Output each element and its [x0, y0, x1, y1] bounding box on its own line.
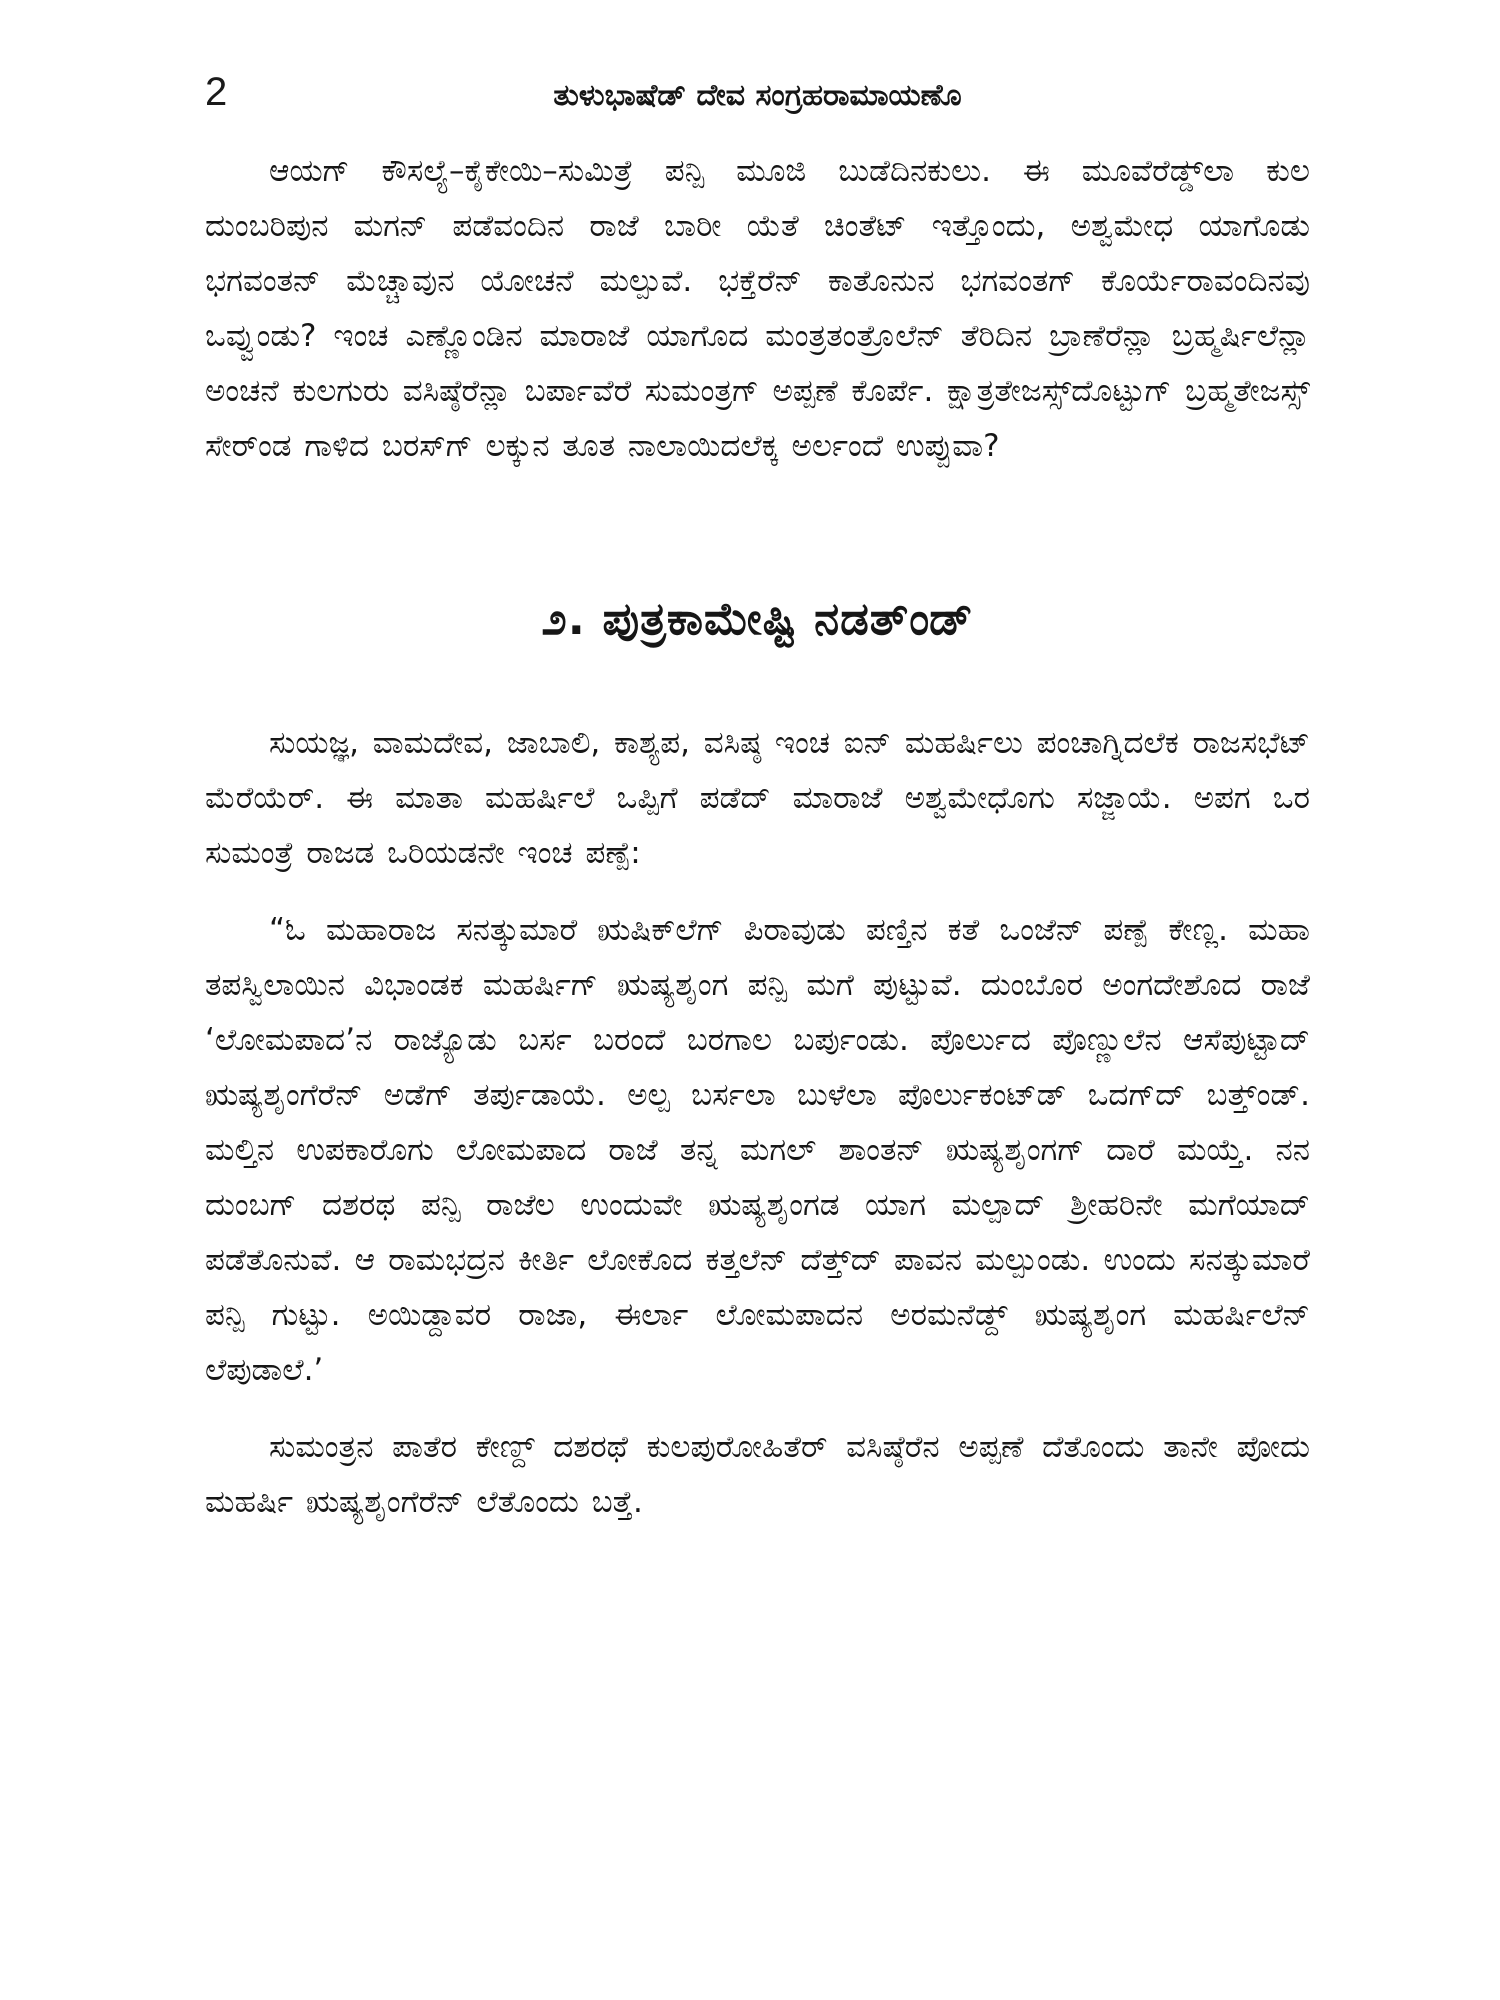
- body-paragraph: “ಓ ಮಹಾರಾಜ ಸನತ್ಕುಮಾರೆ ಋಷಿಕ್‌ಲೆಗ್ ಪಿರಾವುಡು ಪಣ್ತಿನ ಕತೆ ಒಂಜೆನ್ ಪಣ್ಪೆ ಕೇಣ್ಲ. ಮಹಾ ತಪಸ್ವಿಲಾಯಿನ ವಿಭಾಂಡಕ ಮಹರ್ಷಿಗ್ ಋಷ್ಯಶೃಂಗ ಪನ್ಪಿ ಮಗೆ ಪುಟ್ಟುವೆ. ದುಂಬೊರ ಅಂಗದೇಶೊದ ರಾಜೆ ‘ಲೋಮಪಾದ’ನ ರಾಜ್ಯೊಡು ಬರ್ಸ ಬರಂದೆ ಬರಗಾಲ ಬರ್ಪುಂಡು. ಪೊರ್ಲುದ ಪೊಣ್ಣುಲೆನ ಆಸೆಪುಟ್ಟಾದ್ ಋಷ್ಯಶೃಂಗೆರೆನ್ ಅಡೆಗ್ ತರ್ಪುಡಾಯೆ. ಅಲ್ಪ ಬರ್ಸಲಾ ಬುಳೆಲಾ ಪೊರ್ಲುಕಂಟ್‌ಡ್ ಒದಗ್‌ದ್ ಬತ್ತ್‌ಂಡ್. ಮಲ್ತಿನ ಉಪಕಾರೊಗು ಲೋಮಪಾದ ರಾಜೆ ತನ್ನ ಮಗಲ್ ಶಾಂತನ್ ಋಷ್ಯಶೃಂಗಗ್ ದಾರೆ ಮಯ್ತೆ. ನನ ದುಂಬಗ್ ದಶರಥ ಪನ್ಪಿ ರಾಜೆಲ ಉಂದುವೇ ಋಷ್ಯಶೃಂಗಡ ಯಾಗ ಮಲ್ಪಾದ್ ಶ್ರೀಹರಿನೇ ಮಗೆಯಾದ್ ಪಡೆತೊನುವೆ. ಆ ರಾಮಭದ್ರನ ಕೀರ್ತಿ ಲೋಕೊದ ಕತ್ತಲೆನ್ ದೆತ್ತ್‌ದ್ ಪಾವನ ಮಲ್ಪುಂಡು. ಉಂದು ಸನತ್ಕುಮಾರೆ ಪನ್ಪಿ ಗುಟ್ಟು. ಅಯಿಡ್ದಾವರ ರಾಜಾ, ಈರ್ಲಾ ಲೋಮಪಾದನ ಅರಮನೆಡ್ದ್ ಋಷ್ಯಶೃಂಗ ಮಹರ್ಷಿಲೆನ್ ಲೆಪುಡಾಲೆ.’: [205, 912, 1310, 1388]
- body-paragraph: ಆಯಗ್ ಕೌಸಲ್ಯೆ–ಕೈಕೇಯಿ–ಸುಮಿತ್ರೆ ಪನ್ಪಿ ಮೂಜಿ ಬುಡೆದಿನಕುಲು. ಈ ಮೂವೆರೆಡ್ಡ್‌ಲಾ ಕುಲ ದುಂಬರಿಪುನ ಮಗನ್ ಪಡೆವಂದಿನ ರಾಜೆ ಬಾರೀ ಯೆತೆ ಚಿಂತೆಟ್ ಇತ್ತೊಂದು, ಅಶ್ವಮೇಧ ಯಾಗೊಡು ಭಗವಂತನ್ ಮೆಚ್ಚಾವುನ ಯೋಚನೆ ಮಲ್ಪುವೆ. ಭಕ್ತೆರೆನ್ ಕಾತೊನುನ ಭಗವಂತಗ್ ಕೊರ್ಯೆರಾವಂದಿನವು ಒವ್ವುಂಡು? ಇಂಚ ಎಣ್ಣೊಂಡಿನ ಮಾರಾಜೆ ಯಾಗೊದ ಮಂತ್ರತಂತ್ರೊಲೆನ್ ತೆರಿದಿನ ಬ್ರಾಣೆರೆನ್ಲಾ ಬ್ರಹ್ಮರ್ಷಿಲೆನ್ಲಾ ಅಂಚನೆ ಕುಲಗುರು ವಸಿಷ್ಠೆರೆನ್ಲಾ ಬರ್ಪಾವೆರೆ ಸುಮಂತ್ರಗ್ ಅಪ್ಪಣೆ ಕೊರ್ಪೆ. ಕ್ಷಾತ್ರತೇಜಸ್ಸ್‌ದೊಟ್ಟುಗ್ ಬ್ರಹ್ಮತೇಜಸ್ಸ್ ಸೇರ್‌ಂಡ ಗಾಳಿದ ಬರಸ್‌ಗ್ ಲಕ್ಕುನ ತೂತ ನಾಲಾಯಿದಲೆಕ್ಕ ಅರ್ಲಂದೆ ಉಪ್ಪುವಾ?: [205, 153, 1310, 464]
- page-number: 2: [205, 70, 228, 114]
- paragraph-gap: [205, 881, 1310, 903]
- page-header: [205, 70, 1310, 130]
- body-paragraph: ಸುಮಂತ್ರನ ಪಾತೆರ ಕೇಣ್ದ್ ದಶರಥೆ ಕುಲಪುರೋಹಿತೆರ್ ವಸಿಷ್ಠೆರೆನ ಅಪ್ಪಣೆ ದೆತೊಂದು ತಾನೇ ಪೋದು ಮಹರ್ಷಿ ಋಷ್ಯಶೃಂಗೆರೆನ್ ಲೆತೊಂದು ಬತ್ತೆ.: [205, 1429, 1310, 1520]
- body-paragraph: ಸುಯಜ್ಞ, ವಾಮದೇವ, ಜಾಬಾಲಿ, ಕಾಶ್ಯಪ, ವಸಿಷ್ಠ ಇಂಚ ಐನ್ ಮಹರ್ಷಿಲು ಪಂಚಾಗ್ನಿದಲೆಕ ರಾಜಸಭೆಟ್ ಮೆರೆಯೆರ್. ಈ ಮಾತಾ ಮಹರ್ಷಿಲೆ ಒಪ್ಪಿಗೆ ಪಡೆದ್ ಮಾರಾಜೆ ಅಶ್ವಮೇಧೊಗು ಸಜ್ಜಾಯೆ. ಅಪಗ ಒರ ಸುಮಂತ್ರೆ ರಾಜಡ ಒರಿಯಡನೇ ಇಂಚ ಪಣ್ಪೆ:: [205, 725, 1310, 871]
- section-heading: ೨. ಪುತ್ರಕಾಮೇಷ್ಟಿ ನಡತ್‌ಂಡ್: [541, 592, 974, 645]
- running-title: ತುಳುಭಾಷೆಡ್ ದೇವ ಸಂಗ್ರಹರಾಮಾಯಣೊ: [553, 78, 962, 113]
- paragraph-gap: [205, 1398, 1310, 1420]
